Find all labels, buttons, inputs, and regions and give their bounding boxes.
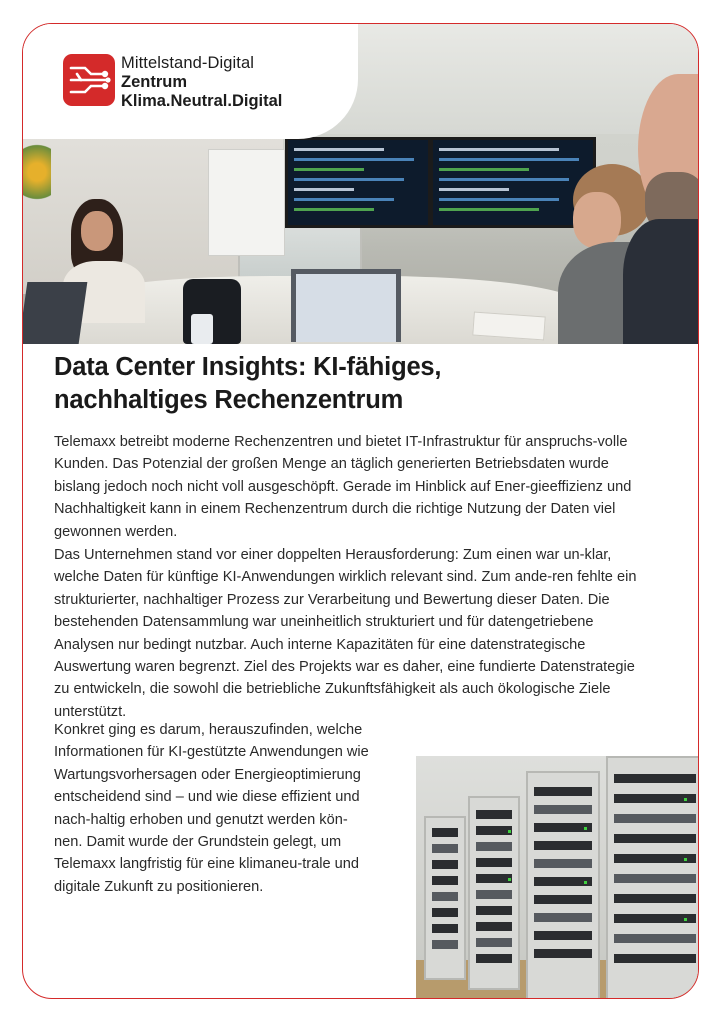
paragraph-goal: Konkret ging es darum, herauszufinden, welche Informationen für KI-gestützte Anwendungen wie Wartungsvorhersagen oder Energieoptimierung entscheidend sind – und wie diese effizient und nach-haltig erhoben und genutzt werden kön-nen. Damit wurde der Grundstein gelegt, um Telemaxx langfristig für eine klimaneu-trale und digitale Zukunft zu positionieren. [54,722,369,895]
paragraph-challenge: Das Unternehmen stand vor einer doppelten Herausforderung: Zum einen war un-klar, welche Daten für künftige KI-Anwendungen wirklich relevant sind. Zum ande-ren fehlte ein strukturierter, nachhaltiger Prozess zur Verarbeitung und Bewertung dieser Daten. Die bestehenden Datensammlung war uneinheitlich strukturiert und für datengetriebene Analysen nur bedingt nutzbar. Auch interne Kapazitäten für eine datenstrategische Auswertung waren begrenzt. Ziel des Projekts war es daher, eine fundierte Datenstrategie zu entwickeln, die sowohl die betriebliche Zukunftsfähigkeit als auch ökologische Ziele unterstützt. [54,547,637,720]
logo-line-1: Mittelstand-Digital [121,54,255,72]
logo-line-2: Zentrum [121,73,187,91]
article-title-line-1: Data Center Insights: KI-fähiges, [54,353,442,381]
article-title-line-2: nachhaltiges Rechenzentrum [54,386,404,414]
circuit-logo-icon [63,54,115,106]
logo-line-3: Klima.Neutral.Digital [121,92,283,110]
article-title [54,351,654,417]
page-frame [22,23,699,999]
server-racks-photo [416,756,699,999]
logo-wordmark [121,54,282,111]
paragraph-intro: Telemaxx betreibt moderne Rechenzentren und bietet IT-Infrastruktur für anspruchs-volle Kunden. Das Potenzial der großen Menge an täglich generierten Betriebsdaten wurde bislang jedoch noch nicht voll ausgeschöpft. Gerade im Hinblick auf Ener-gieeffizienz und Nachhaltigkeit kann in einem Rechenzentrum durch die richtige Nutzung der Daten viel gewonnen werden. [54,434,632,540]
logo-banner [23,24,358,139]
